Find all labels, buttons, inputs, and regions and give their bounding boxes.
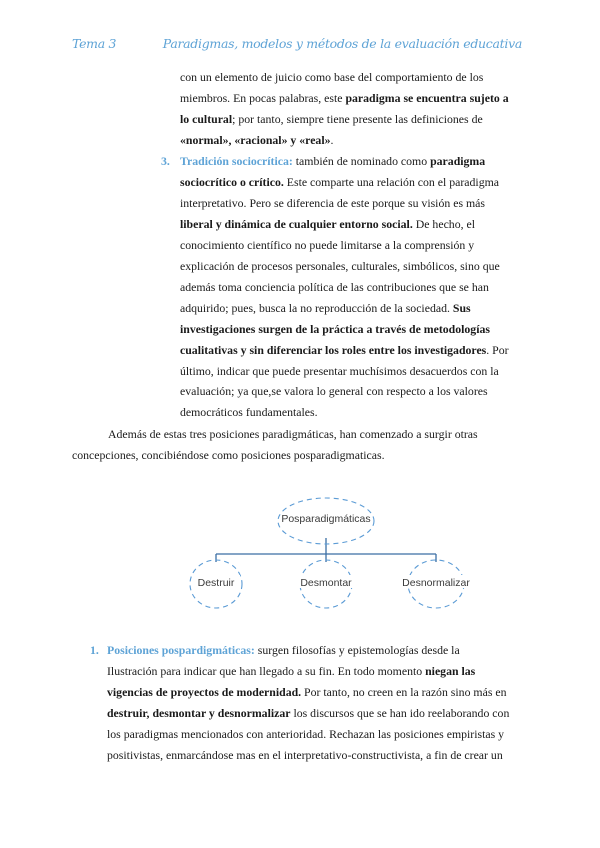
node-desnormalizar bbox=[395, 560, 477, 608]
list-item-posiciones-posparadigmaticas bbox=[107, 640, 522, 766]
header-topic: Tema 3 bbox=[72, 36, 117, 51]
text-line: concepciones, concibiéndose como posiciones posparadigmaticas. bbox=[72, 447, 385, 462]
text-line: con un elemento de juicio como base del comportamiento de los bbox=[180, 70, 484, 84]
node-root bbox=[278, 498, 374, 544]
node-label-desmontar: Desmontar bbox=[300, 577, 352, 589]
text-line: Ilustración para indicar que han llegado a su fin. En todo momento niegan las bbox=[107, 663, 476, 678]
text-line: liberal y dinámica de cualquier entorno social. De hecho, el bbox=[180, 216, 476, 231]
node-label-desnormalizar: Desnormalizar bbox=[402, 577, 470, 589]
text-line: adquirido; pues, busca la no reproducción de la sociedad. Sus bbox=[180, 300, 471, 315]
header-title: Paradigmas, modelos y métodos de la evaluación educativa bbox=[162, 36, 522, 51]
text-line: Tradición sociocrítica: también de nominado como paradigma bbox=[180, 154, 486, 168]
item2-continuation bbox=[180, 67, 522, 151]
list-number-3: 3. bbox=[161, 154, 170, 168]
connector-lines bbox=[216, 538, 436, 562]
node-desmontar bbox=[294, 560, 358, 608]
text-line: los paradigmas mencionados con anterioridad. Rechazan las posiciones empiristas y bbox=[107, 726, 505, 741]
text-line: último, indicar que puede presentar muchísimos desacuerdos con la bbox=[180, 363, 499, 378]
text-line: lo cultural; por tanto, siempre tiene presente las definiciones de bbox=[180, 111, 483, 126]
page-header bbox=[72, 36, 522, 56]
list-number-1: 1. bbox=[90, 643, 99, 657]
text-line: miembros. En pocas palabras, este paradigma se encuentra sujeto a bbox=[180, 90, 509, 105]
text-line: Posiciones pospardigmáticas: surgen filosofías y epistemologías desde la bbox=[107, 643, 460, 657]
text-line: cualitativas y sin diferenciar los roles entre los investigadores. Por bbox=[180, 342, 509, 357]
text-line: destruir, desmontar y desnormalizar los discursos que se han ido reelaborando con bbox=[107, 705, 510, 720]
text-line: positivistas, enmarcándose mas en el interpretativo-constructivista, a fin de crear un bbox=[107, 747, 503, 762]
node-label-destruir: Destruir bbox=[197, 577, 235, 589]
text-line: interpretativo. Pero se diferencia de este porque su visión es más bbox=[180, 195, 485, 210]
text-line: «normal», «racional» y «real». bbox=[180, 132, 334, 147]
node-label-root: Posparadigmáticas bbox=[281, 513, 371, 525]
list-item-tradicion-sociocritica bbox=[180, 151, 522, 423]
node-destruir bbox=[190, 560, 242, 608]
text-line: explicación de procesos personales, culturales, simbólicos, sino que bbox=[180, 258, 500, 273]
text-line: Además de estas tres posiciones paradigmáticas, han comenzado a surgir otras bbox=[108, 427, 478, 441]
text-line: vigencias de proyectos de modernidad. Por tanto, no creen en la razón sino más en bbox=[107, 684, 507, 699]
text-line: además toma conciencia política de las contribuciones que se han bbox=[180, 279, 489, 294]
text-line: conocimiento científico no puede limitarse a la comprensión y bbox=[180, 237, 475, 252]
text-line: democráticos fundamentales. bbox=[180, 405, 318, 420]
text-line: evaluación; ya que,se valora lo general con respecto a los valores bbox=[180, 384, 488, 399]
body-paragraph bbox=[72, 424, 522, 466]
hierarchy-diagram bbox=[72, 478, 522, 628]
text-line: sociocrítico o crítico. Este comparte una relación con el paradigma bbox=[180, 174, 500, 189]
text-line: investigaciones surgen de la práctica a través de metodologías bbox=[180, 321, 490, 336]
